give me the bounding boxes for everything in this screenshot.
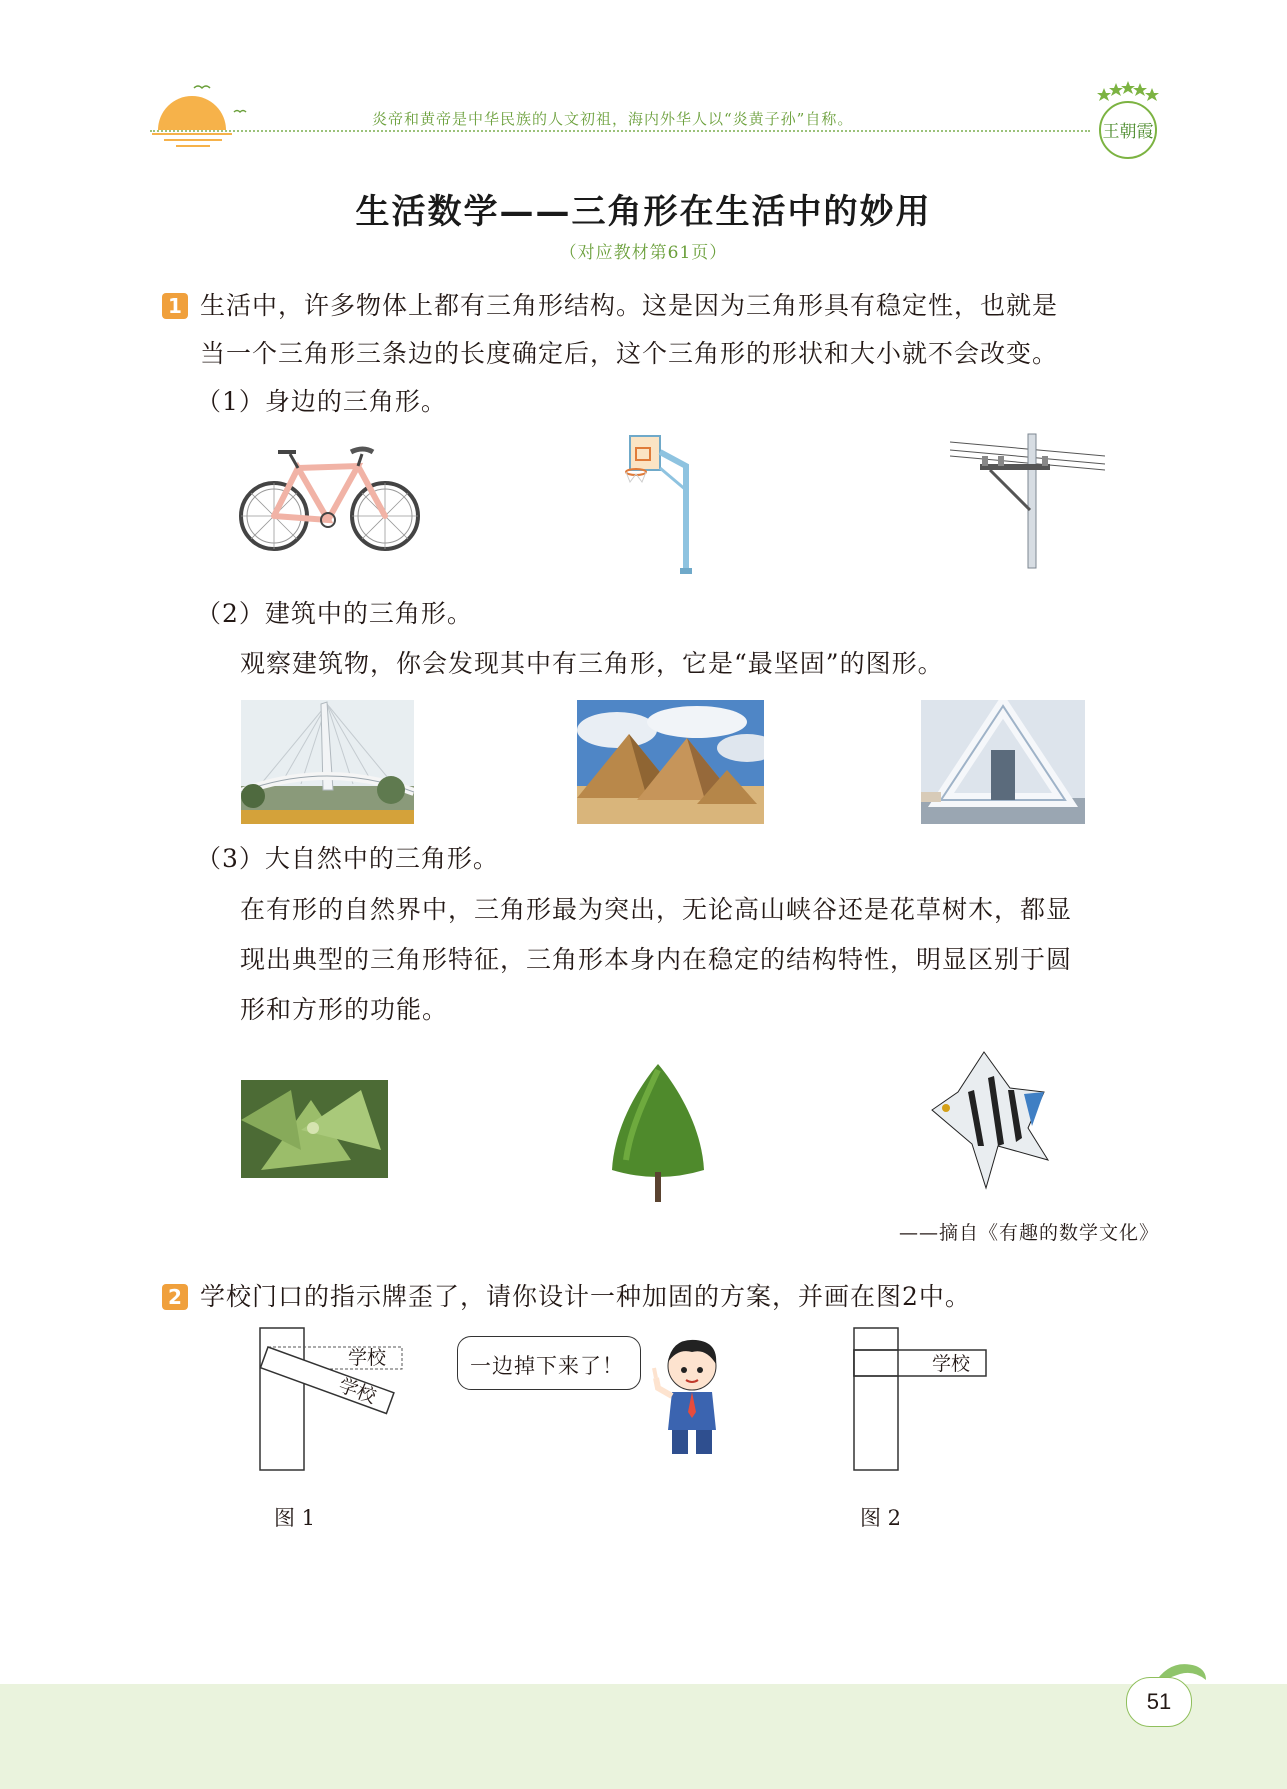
q1-sub-1: （1）身边的三角形。: [196, 387, 447, 416]
question-2-number: 2: [162, 1284, 188, 1310]
q1-sub-3-line-2: 现出典型的三角形特征，三角形本身内在稳定的结构特性，明显区别于圆: [240, 945, 1073, 974]
q1-sub-3-line-1: 在有形的自然界中，三角形最为突出，无论高山峡谷还是花草树木，都显: [240, 895, 1073, 924]
triangle-building-photo: [921, 700, 1085, 824]
bridge-photo: [241, 700, 414, 824]
page-title: 生活数学——三角形在生活中的妙用: [355, 192, 932, 232]
figure-1-fallen-sign-label: 学校: [335, 1374, 379, 1409]
figure-1-diagram: [258, 1326, 408, 1472]
q1-sub-2-text: 观察建筑物，你会发现其中有三角形，它是“最坚固”的图形。: [240, 649, 944, 678]
header-divider: [150, 130, 1090, 132]
figure-2-label: 图 2: [860, 1506, 902, 1530]
figure-1-sign-label: 学校: [347, 1347, 386, 1369]
header-note: 炎帝和黄帝是中华民族的人文初祖，海内外华人以“炎黄子孙”自称。: [372, 110, 854, 128]
angelfish-icon: [928, 1048, 1052, 1194]
q1-line-1: 生活中，许多物体上都有三角形结构。这是因为三角形具有稳定性，也就是: [200, 291, 1059, 320]
bicycle-icon: [238, 444, 423, 560]
figure-1-label: 图 1: [274, 1506, 316, 1530]
q1-sub-3: （3）大自然中的三角形。: [196, 844, 499, 873]
figure-2-diagram: [852, 1326, 988, 1472]
speech-bubble-text: 一边掉下来了！: [470, 1354, 624, 1378]
q1-line-2: 当一个三角形三条边的长度确定后，这个三角形的形状和大小就不会改变。: [200, 339, 1059, 368]
sun-logo-icon: [150, 78, 250, 158]
q1-sub-3-line-3: 形和方形的功能。: [240, 995, 449, 1024]
q1-sub-2: （2）建筑中的三角形。: [196, 599, 473, 628]
brand-badge-icon: [1088, 80, 1168, 166]
source-citation: ——摘自《有趣的数学文化》: [898, 1222, 1159, 1244]
pyramids-photo: [577, 700, 764, 824]
page-number: 51: [1126, 1677, 1192, 1727]
utility-pole-icon: [950, 430, 1105, 570]
q2-text: 学校门口的指示牌歪了，请你设计一种加固的方案，并画在图2中。: [200, 1282, 971, 1311]
question-1-number: 1: [162, 293, 188, 319]
figure-2-sign-label: 学校: [931, 1353, 970, 1375]
boy-character-icon: [652, 1330, 726, 1458]
page-subtitle: （对应教材第61页）: [559, 243, 728, 263]
basketball-hoop-icon: [620, 430, 695, 580]
tree-icon: [606, 1060, 710, 1202]
badge-text: 王朝霞: [1102, 122, 1154, 142]
leaves-photo: [241, 1080, 388, 1178]
footer-band: [0, 1684, 1287, 1789]
